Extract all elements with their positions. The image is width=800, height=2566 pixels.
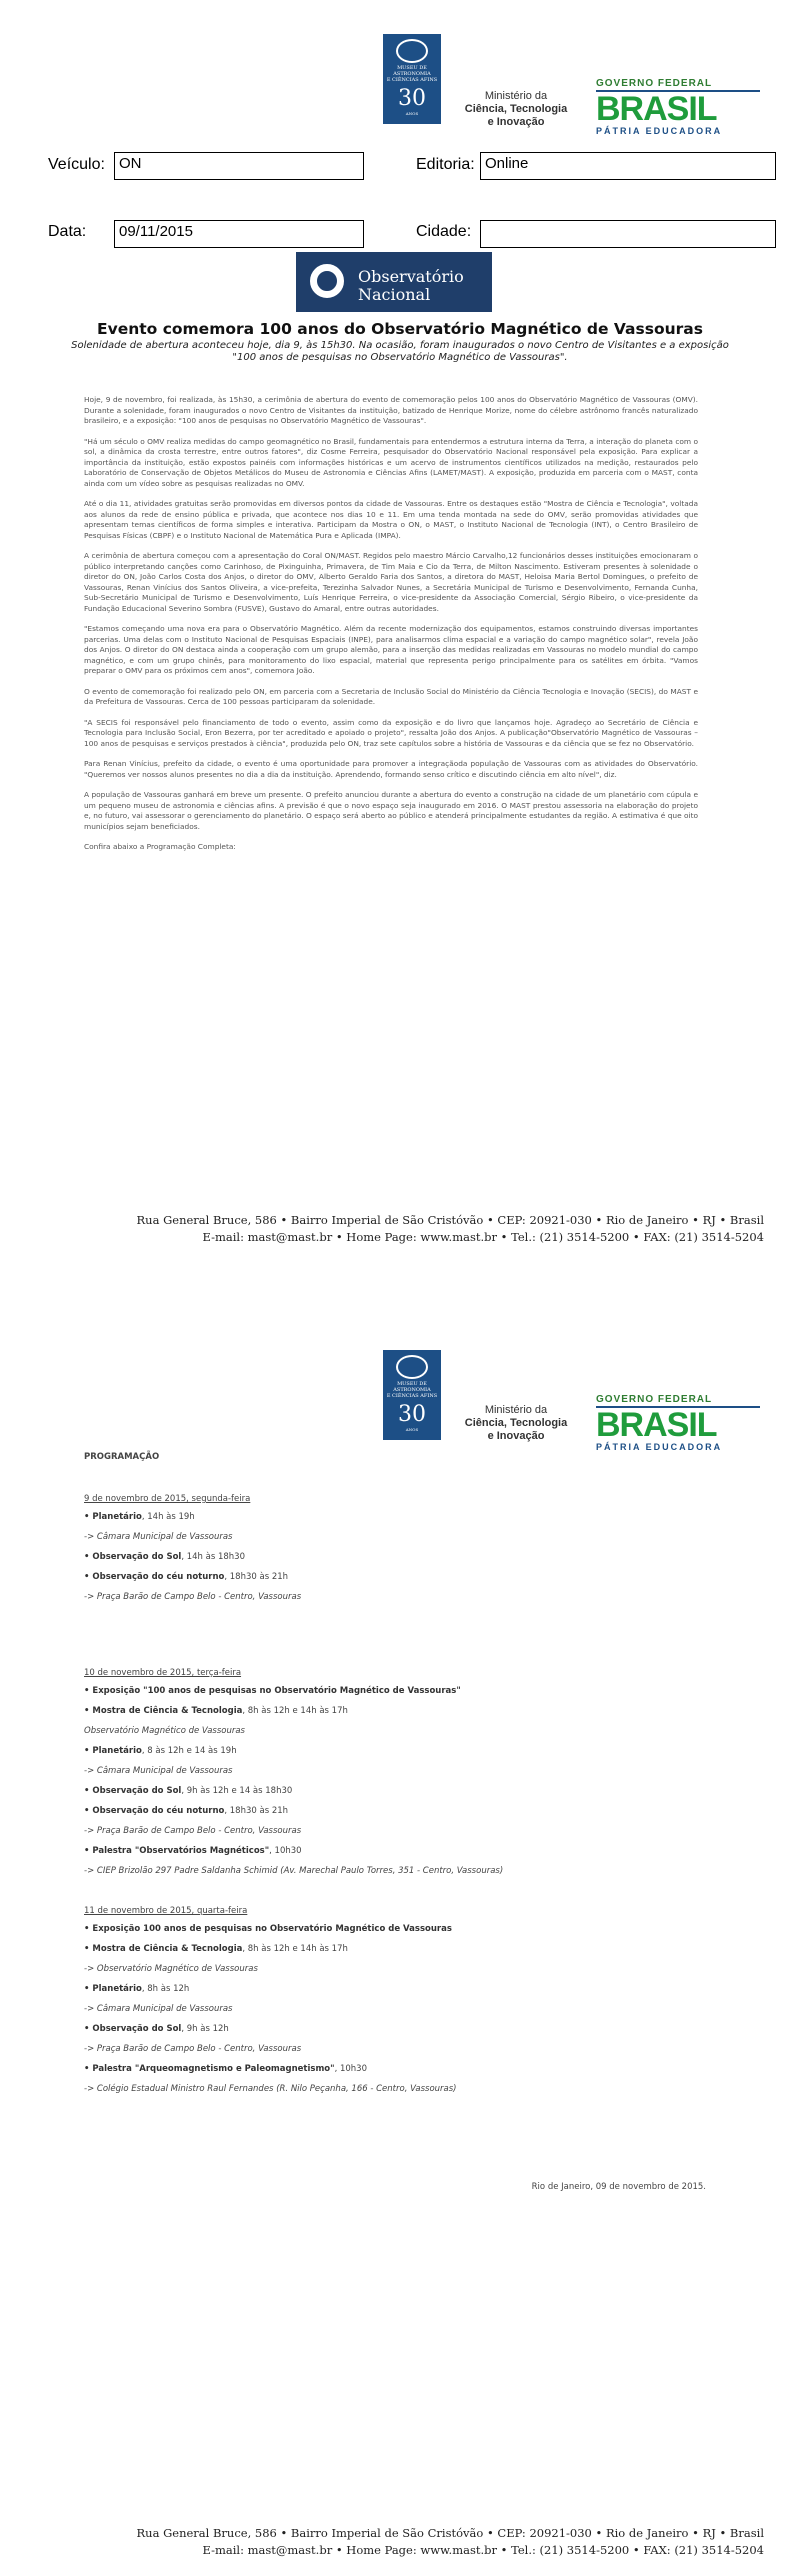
program-activity: [84, 1512, 195, 1522]
mast-logo-line1: MUSEU DE: [397, 65, 427, 71]
mast-logo-anos: ANOS: [405, 1427, 419, 1432]
article-subtitle: [20, 340, 780, 364]
gov-line1: GOVERNO FEDERAL: [596, 78, 760, 92]
program-activity-name: • Exposição "100 anos de pesquisas no Observatório Magnético de Vassouras": [84, 1686, 461, 1696]
mast-logo-number: 30: [398, 86, 426, 111]
program-activity-time: , 9h às 12h e 14 às 18h30: [181, 1786, 293, 1796]
veiculo-field[interactable]: ON: [114, 152, 364, 180]
program-location: -> Praça Barão de Campo Belo - Centro, Vassouras: [84, 1592, 302, 1602]
program-activity-time: , 10h30: [269, 1846, 302, 1856]
gov-brand: BRASIL: [596, 1406, 717, 1444]
program-location: Observatório Magnético de Vassouras: [84, 1726, 245, 1736]
program-activity-name: • Observação do Sol: [84, 2024, 182, 2034]
program-activity-name: • Palestra "Observatórios Magnéticos": [84, 1846, 270, 1856]
program-activity-name: • Observação do Sol: [84, 1786, 182, 1796]
on-logo-line1: Observatório: [358, 267, 464, 286]
program-activity: [84, 1984, 189, 1994]
program-location: -> Colégio Estadual Ministro Raul Fernandes (R. Nilo Peçanha, 166 - Centro, Vassouras): [84, 2084, 457, 2094]
program-activity-time: , 8h às 12h e 14h às 17h: [242, 1706, 348, 1716]
program-activity: [84, 2024, 229, 2034]
program-day-date: 9 de novembro de 2015, segunda-feira: [84, 1494, 251, 1504]
article-paragraph: "A SECIS foi responsável pelo financiamento de todo o evento, assim como da exposição e do livro que lançamos hoje. Agradeço ao Secretário de Ciência e Tecnologia para Inclusão Social, Eron Bezerra, por ter acreditado e apoiado o projeto", ressalta João dos Anjos. A publicação"Observatório Magnético de Vassouras – 100 anos de pesquisas e serviços prestados à ciência", produzida pelo ON, traz sete capítulos sobre a história de Vassouras e da ciência que se fez no Observatório.: [84, 717, 698, 748]
program-activity-name: • Observação do céu noturno: [84, 1806, 225, 1816]
program-activity-time: , 14h às 18h30: [181, 1552, 245, 1562]
eye-icon: [396, 39, 428, 63]
program-heading: PROGRAMAÇÃO: [84, 1452, 160, 1462]
page2-footer: [20, 2525, 764, 2559]
footer-contact: E-mail: mast@mast.br • Home Page: www.mast.br • Tel.: (21) 3514-5200 • FAX: (21) 3514-5204: [202, 2543, 764, 2557]
ministry-logo: [456, 90, 576, 129]
program-activity: [84, 1686, 461, 1696]
program-location: -> Câmara Municipal de Vassouras: [84, 1532, 233, 1542]
program-activity: [84, 2064, 367, 2074]
ministry-line2: Ciência, Tecnologia: [464, 1417, 568, 1429]
program-activity-name: • Observação do céu noturno: [84, 1572, 225, 1582]
mast-logo-number: 30: [398, 1402, 426, 1427]
ministry-line1: Ministério da: [484, 90, 548, 102]
mast-logo-line1: MUSEU DE: [397, 1381, 427, 1387]
editoria-field[interactable]: Online: [480, 152, 776, 180]
article-paragraph: A população de Vassouras ganhará em breve um presente. O prefeito anunciou durante a abertura do evento a construção na cidade de um planetário com cúpula e um pequeno museu de astronomia e ciências afins. A previsão é que o novo espaço seja inaugurado em 2016. O MAST prestou assessoria na elaboração do projeto e, no futuro, vai assessorar o gerenciamento do planetário. O espaço será aberto ao público e atenderá principalmente estudantes da região. A estimativa é que oito municípios sejam beneficiados.: [84, 790, 698, 831]
program-activity: [84, 1846, 302, 1856]
program-location: -> Praça Barão de Campo Belo - Centro, Vassouras: [84, 2044, 302, 2054]
observatorio-nacional-logo: [296, 252, 492, 312]
program-activity-time: , 18h30 às 21h: [224, 1806, 289, 1816]
closing-date: Rio de Janeiro, 09 de novembro de 2015.: [531, 2182, 706, 2192]
article-paragraph: "Há um século o OMV realiza medidas do campo geomagnético no Brasil, fundamentais para entendermos a estrutura interna da Terra, a interação do planeta com o sol, a dinâmica da crosta terrestre, entre outros fatores", diz Cosme Ferreira, pesquisador do Observatório Nacional responsável pela exposição. Para explicar a importância da instituição, estão expostos painéis com informações históricas e um acervo de instrumentos científicos utilizados na medição, restaurados pelo Laboratório de Conservação de Objetos Metálicos do Museu de Astronomia e Ciências Afins (LAMET/MAST). A exposição, produzida em parceria com o MAST, conta ainda com um vídeo sobre as pesquisas realizadas no OMV.: [84, 436, 698, 488]
program-activity-time: , 8h às 12h e 14h às 17h: [242, 1944, 348, 1954]
article-paragraph: A cerimônia de abertura começou com a apresentação do Coral ON/MAST. Regidos pelo maestro Márcio Carvalho,12 funcionários desses instituições emocionaram o público interpretando canções como Carinhoso, de Pixinguinha, Primavera, de Tim Maia e Cio da Terra, de Milton Nascimento. Estiveram presentes à solenidade o diretor do ON, João Carlos Costa dos Anjos, o diretor do OMV, Alberto Geraldo Faria dos Santos, a diretora do MAST, Heloisa Maria Bertol Domingues, o prefeito de Vassouras, Renan Vinícius dos Santos Oliveira, a vice-prefeita, Terezinha Salvador Nunes, a Secretária Municipal de Turismo e Desenvolvimento, Fernanda Cunha, Sub-Secretário Municipal de Turismo e Desenvolvimento, Luís Henrique Ferreira, o vice-presidente da Associação Comercial, Sérgio Ribeiro, o vice-presidente da Fundação Educacional Severino Sombra (FUSVE), Gustavo do Amaral, entre outras autoridades.: [84, 551, 698, 613]
gov-brand: BRASIL: [596, 90, 717, 128]
mast-logo-anos: ANOS: [405, 111, 419, 116]
mast-logo-line2: ASTRONOMIA: [393, 71, 431, 77]
program-activity-time: , 10h30: [334, 2064, 368, 2074]
program-activity: [84, 1706, 348, 1716]
data-label: Data:: [48, 223, 87, 240]
footer-contact: E-mail: mast@mast.br • Home Page: www.mast.br • Tel.: (21) 3514-5200 • FAX: (21) 3514-5204: [202, 1230, 764, 1244]
editoria-label: Editoria:: [416, 156, 475, 173]
program-activity-name: • Planetário: [84, 1984, 142, 1994]
program-activity-name: • Observação do Sol: [84, 1552, 182, 1562]
program-activity-time: , 18h30 às 21h: [224, 1572, 289, 1582]
gov-line3: PÁTRIA EDUCADORA: [596, 1442, 723, 1452]
program-activity-name: • Mostra de Ciência & Tecnologia: [84, 1706, 243, 1716]
on-logo-line2: Nacional: [358, 285, 431, 304]
article-paragraph: Confira abaixo a Programação Completa:: [84, 842, 236, 851]
program-location: -> Praça Barão de Campo Belo - Centro, Vassouras: [84, 1826, 302, 1836]
mast-30-anos-logo: [383, 34, 441, 124]
ministry-line3: e Inovação: [487, 1430, 545, 1442]
ministry-line2: Ciência, Tecnologia: [464, 103, 568, 115]
article-paragraph: O evento de comemoração foi realizado pelo ON, em parceria com a Secretaria de Inclusão Social do Ministério da Ciência Tecnologia e Inovação (SECIS), do MAST e da Prefeitura de Vassouras. Cerca de 100 pessoas participaram da solenidade.: [84, 686, 698, 706]
veiculo-label: Veículo:: [48, 156, 105, 173]
program-activity-time: , 8 às 12h e 14 às 19h: [141, 1746, 237, 1756]
data-field[interactable]: 09/11/2015: [114, 220, 364, 248]
program-activity: [84, 1572, 288, 1582]
program-activity-name: • Planetário: [84, 1746, 142, 1756]
article-title: Evento comemora 100 anos do Observatório Magnético de Vassouras: [97, 320, 703, 338]
mast-logo-line3: E CIÊNCIAS AFINS: [386, 1393, 438, 1399]
eye-icon: [396, 1355, 428, 1379]
article-subtitle-line2: "100 anos de pesquisas no Observatório Magnético de Vassouras".: [232, 352, 568, 363]
program-activity-time: , 9h às 12h: [181, 2024, 229, 2034]
program-activity-name: • Planetário: [84, 1512, 142, 1522]
article-paragraph: Para Renan Vinícius, prefeito da cidade, o evento é uma oportunidade para promover a integraçãoda população de Vassouras com as atividades do Observatório. "Queremos ver nossos alunos presentes no dia a dia da instituição. Aprendendo, formando senso crítico e discutindo ciência em alto nível", diz.: [84, 759, 698, 779]
program-activity: [84, 1924, 452, 1934]
mast-logo-line3: E CIÊNCIAS AFINS: [386, 77, 438, 83]
governo-federal-logo: [596, 1394, 760, 1452]
program-activity: [84, 1786, 292, 1796]
article-body: [84, 395, 698, 863]
footer-address: Rua General Bruce, 586 • Bairro Imperial de São Cristóvão • CEP: 20921-030 • Rio de Janeiro • RJ • Brasil: [136, 1213, 764, 1227]
program-location: -> Câmara Municipal de Vassouras: [84, 1766, 233, 1776]
program-activity-name: • Mostra de Ciência & Tecnologia: [84, 1944, 243, 1954]
ring-icon: [310, 264, 344, 298]
program-activity: [84, 1746, 237, 1756]
mast-logo-line2: ASTRONOMIA: [393, 1387, 431, 1393]
article-paragraph: Hoje, 9 de novembro, foi realizada, às 15h30, a cerimônia de abertura do evento de comemoração pelos 100 anos do Observatório Magnético de Vassouras (OMV). Durante a solenidade, foram inaugurados o novo Centro de Visitantes da instituição, batizado de Henrique Morize, nome do célebre astrônomo francês naturalizado brasileiro, e a exposição: "100 anos de pesquisas no Observatório Magnético de Vassouras".: [84, 395, 698, 425]
article-subtitle-line1: Solenidade de abertura aconteceu hoje, dia 9, às 15h30. Na ocasião, foram inaugurados o novo Centro de Visitantes e a exposição: [71, 340, 729, 351]
ministry-logo: [456, 1404, 576, 1443]
cidade-field[interactable]: [480, 220, 776, 248]
program-activity-name: • Palestra "Arqueomagnetismo e Paleomagnetismo": [84, 2064, 335, 2074]
program-activity-time: , 14h às 19h: [141, 1512, 195, 1522]
cidade-label: Cidade:: [416, 223, 472, 240]
ministry-line3: e Inovação: [487, 116, 545, 128]
mast-30-anos-logo: [383, 1350, 441, 1440]
program-activity: [84, 1806, 288, 1816]
program-activity: [84, 1552, 245, 1562]
program-location: -> Observatório Magnético de Vassouras: [84, 1964, 258, 1974]
article-paragraph: "Estamos começando uma nova era para o Observatório Magnético. Além da recente modernização dos equipamentos, estamos construindo diversas importantes parcerias. Uma delas com o Instituto Nacional de Pesquisas Espaciais (INPE), para analisarmos clima espacial e a variação do campo magnético solar", revela João dos Anjos. O diretor do ON destaca ainda a cooperação com um grupo alemão, para a inserção das medidas realizadas em Vassouras no modelo mundial do campo magnético, e com um grupo chinês, para monitoramento do lixo espacial, material que representa perigo principalmente para os satélites em órbita. "Vamos preparar o OMV para os próximos cem anos", comemora João.: [84, 624, 698, 675]
gov-line1: GOVERNO FEDERAL: [596, 1394, 760, 1408]
footer-address: Rua General Bruce, 586 • Bairro Imperial de São Cristóvão • CEP: 20921-030 • Rio de Janeiro • RJ • Brasil: [136, 2526, 764, 2540]
governo-federal-logo: [596, 78, 760, 136]
program-location: -> Câmara Municipal de Vassouras: [84, 2004, 233, 2014]
gov-line3: PÁTRIA EDUCADORA: [596, 126, 723, 136]
program-location: -> CIEP Brizolão 297 Padre Saldanha Schimid (Av. Marechal Paulo Torres, 351 - Centro, Vassouras): [84, 1866, 504, 1876]
program-activity: [84, 1944, 348, 1954]
article-paragraph: Até o dia 11, atividades gratuitas serão promovidas em diversos pontos da cidade de Vassouras. Entre os destaques estão "Mostra de Ciência e Tecnologia", voltada aos alunos da rede de ensino pública e privada, que acontece nos dias 10 e 11. Em uma tenda montada na sede do OMV, serão promovidas atividades que apresentam temas científicos de forma simples e interativa. Participam da Mostra o ON, o MAST, o Instituto Nacional de Tecnologia (INT), o Centro Brasileiro de Pesquisas Físicas (CBPF) e o Instituto Nacional de Matemática Pura e Aplicada (IMPA).: [84, 499, 698, 540]
page1-footer: [20, 1212, 764, 1246]
program-day-date: 10 de novembro de 2015, terça-feira: [84, 1668, 242, 1678]
program-day-date: 11 de novembro de 2015, quarta-feira: [84, 1906, 248, 1916]
ministry-line1: Ministério da: [484, 1404, 548, 1416]
program-activity-time: , 8h às 12h: [141, 1984, 190, 1994]
program-activity-name: • Exposição 100 anos de pesquisas no Observatório Magnético de Vassouras: [84, 1924, 452, 1934]
